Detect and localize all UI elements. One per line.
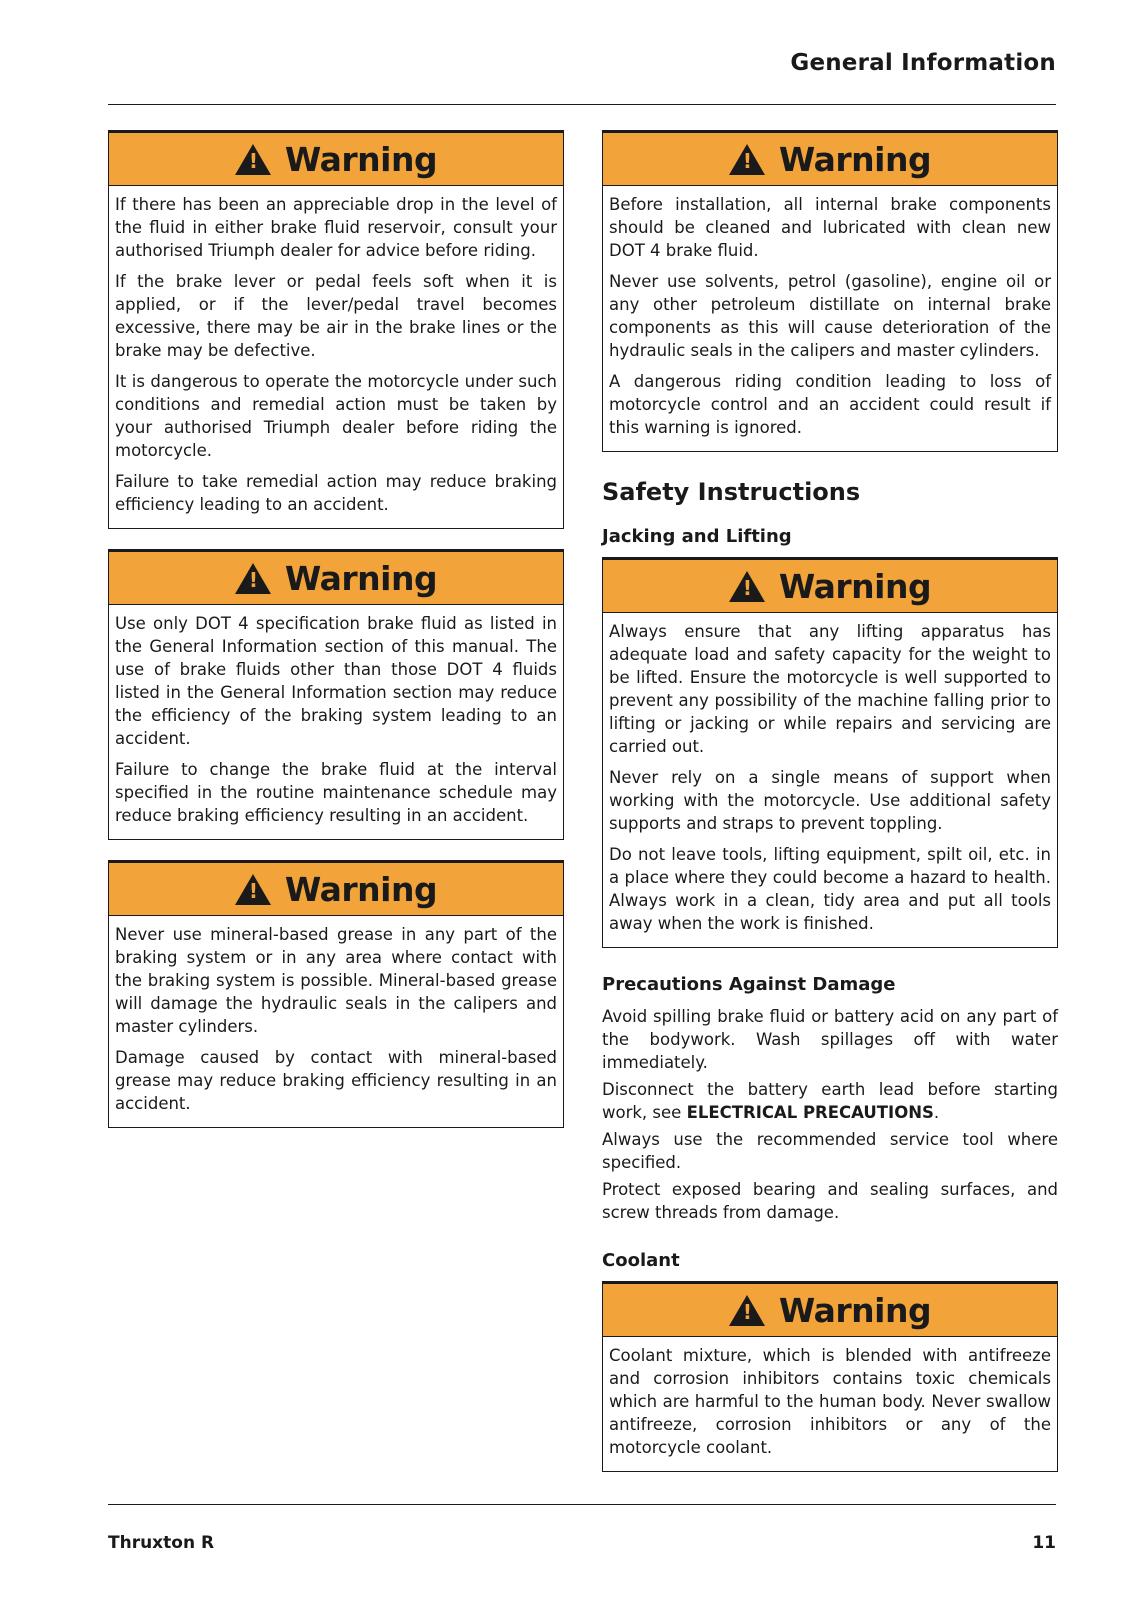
warning-paragraph: A dangerous riding condition leading to loss of motorcycle control and an accident could result if this warning is ignored. bbox=[609, 372, 1051, 437]
left-column bbox=[108, 130, 564, 1148]
warning-body bbox=[603, 186, 1057, 451]
warning-box bbox=[108, 130, 564, 529]
body-text-prefix: Disconnect the battery earth lead before starting work, see bbox=[602, 1080, 1058, 1122]
warning-label: Warning bbox=[284, 558, 438, 598]
warning-paragraph: Never rely on a single means of support when working with the motorcycle. Use additional safety supports and straps to prevent toppling. bbox=[609, 768, 1051, 833]
warning-label: Warning bbox=[778, 139, 932, 179]
body-paragraph: Avoid spilling brake fluid or battery acid on any part of the bodywork. Wash spillages off with water immediately. bbox=[602, 1007, 1058, 1072]
warning-triangle-icon: ! bbox=[729, 144, 765, 175]
page-number: 11 bbox=[1032, 1533, 1056, 1553]
warning-body bbox=[109, 186, 563, 528]
warning-paragraph: Never use solvents, petrol (gasoline), engine oil or any other petroleum distillate on internal brake components as this will cause deterioration of the hydraulic seals in the calipers and master cylinders. bbox=[609, 272, 1051, 360]
warning-header bbox=[603, 560, 1057, 613]
body-paragraph bbox=[602, 1078, 1058, 1124]
body-paragraph: Always use the recommended service tool where specified. bbox=[602, 1130, 1058, 1172]
section-title: Safety Instructions bbox=[602, 478, 861, 506]
page-title: General Information bbox=[790, 50, 1056, 76]
warning-paragraph: If there has been an appreciable drop in the level of the fluid in either brake fluid reservoir, consult your authorised Triumph dealer for advice before riding. bbox=[115, 195, 557, 260]
warning-header bbox=[109, 133, 563, 186]
warning-header bbox=[603, 133, 1057, 186]
warning-body bbox=[109, 916, 563, 1127]
warning-paragraph: Coolant mixture, which is blended with antifreeze and corrosion inhibitors contains toxic chemicals which are harmful to the human body. Never swallow antifreeze, corrosion inhibitors or any of the motorcycle coolant. bbox=[609, 1346, 1051, 1457]
page-footer bbox=[108, 1504, 1056, 1553]
warning-paragraph: Use only DOT 4 specification brake fluid as listed in the General Information section of this manual. The use of brake fluids other than those DOT 4 fluids listed in the General Information section may reduce the efficiency of the braking system leading to an accident. bbox=[115, 614, 557, 748]
warning-header bbox=[109, 863, 563, 916]
warning-label: Warning bbox=[778, 1290, 932, 1330]
warning-triangle-icon: ! bbox=[729, 1295, 765, 1326]
warning-label: Warning bbox=[778, 566, 932, 606]
coolant-heading: Coolant bbox=[602, 1250, 680, 1271]
warning-paragraph: Damage caused by contact with mineral-based grease may reduce braking efficiency resulting in an accident. bbox=[115, 1048, 557, 1113]
warning-triangle-icon: ! bbox=[235, 144, 271, 175]
warning-header bbox=[109, 552, 563, 605]
warning-triangle-icon: ! bbox=[235, 874, 271, 905]
warning-triangle-icon: ! bbox=[729, 571, 765, 602]
footer-model: Thruxton R bbox=[108, 1533, 215, 1553]
warning-body bbox=[603, 613, 1057, 947]
right-column bbox=[602, 130, 1058, 1492]
precautions-text bbox=[602, 1005, 1058, 1224]
warning-paragraph: Before installation, all internal brake components should be cleaned and lubricated with clean new DOT 4 brake fluid. bbox=[609, 195, 1051, 260]
warning-box bbox=[602, 130, 1058, 452]
body-paragraph: Protect exposed bearing and sealing surfaces, and screw threads from damage. bbox=[602, 1180, 1058, 1222]
warning-paragraph: If the brake lever or pedal feels soft when it is applied, or if the lever/pedal travel becomes excessive, there may be air in the brake lines or the brake may be defective. bbox=[115, 272, 557, 360]
warning-paragraph: Always ensure that any lifting apparatus has adequate load and safety capacity for the weight to be lifted. Ensure the motorcycle is well supported to prevent any possibility of the machine falling prior to lifting or jacking or while repairs and servicing are carried out. bbox=[609, 622, 1051, 756]
electrical-precautions-link[interactable]: ELECTRICAL PRECAUTIONS bbox=[686, 1103, 934, 1122]
warning-paragraph: Do not leave tools, lifting equipment, spilt oil, etc. in a place where they could become a hazard to health. Always work in a clean, tidy area and put all tools away when the work is finished. bbox=[609, 845, 1051, 933]
warning-paragraph: Failure to take remedial action may reduce braking efficiency leading to an accident. bbox=[115, 472, 557, 514]
warning-label: Warning bbox=[284, 139, 438, 179]
warning-triangle-icon: ! bbox=[235, 563, 271, 594]
warning-box bbox=[108, 860, 564, 1128]
warning-box bbox=[108, 549, 564, 840]
warning-paragraph: Failure to change the brake fluid at the interval specified in the routine maintenance schedule may reduce braking efficiency resulting in an accident. bbox=[115, 760, 557, 825]
warning-label: Warning bbox=[284, 869, 438, 909]
body-text-suffix: . bbox=[933, 1103, 940, 1122]
page-header bbox=[108, 0, 1056, 105]
warning-header bbox=[603, 1284, 1057, 1337]
warning-box bbox=[602, 1281, 1058, 1472]
warning-paragraph: It is dangerous to operate the motorcycle under such conditions and remedial action must be taken by your authorised Triumph dealer before riding the motorcycle. bbox=[115, 372, 557, 460]
precautions-heading: Precautions Against Damage bbox=[602, 974, 896, 995]
warning-box bbox=[602, 557, 1058, 948]
jacking-heading: Jacking and Lifting bbox=[602, 526, 792, 547]
warning-body bbox=[603, 1337, 1057, 1471]
warning-body bbox=[109, 605, 563, 839]
warning-paragraph: Never use mineral-based grease in any part of the braking system or in any area where contact with the braking system is possible. Mineral-based grease will damage the hydraulic seals in the calipers and master cylinders. bbox=[115, 925, 557, 1036]
